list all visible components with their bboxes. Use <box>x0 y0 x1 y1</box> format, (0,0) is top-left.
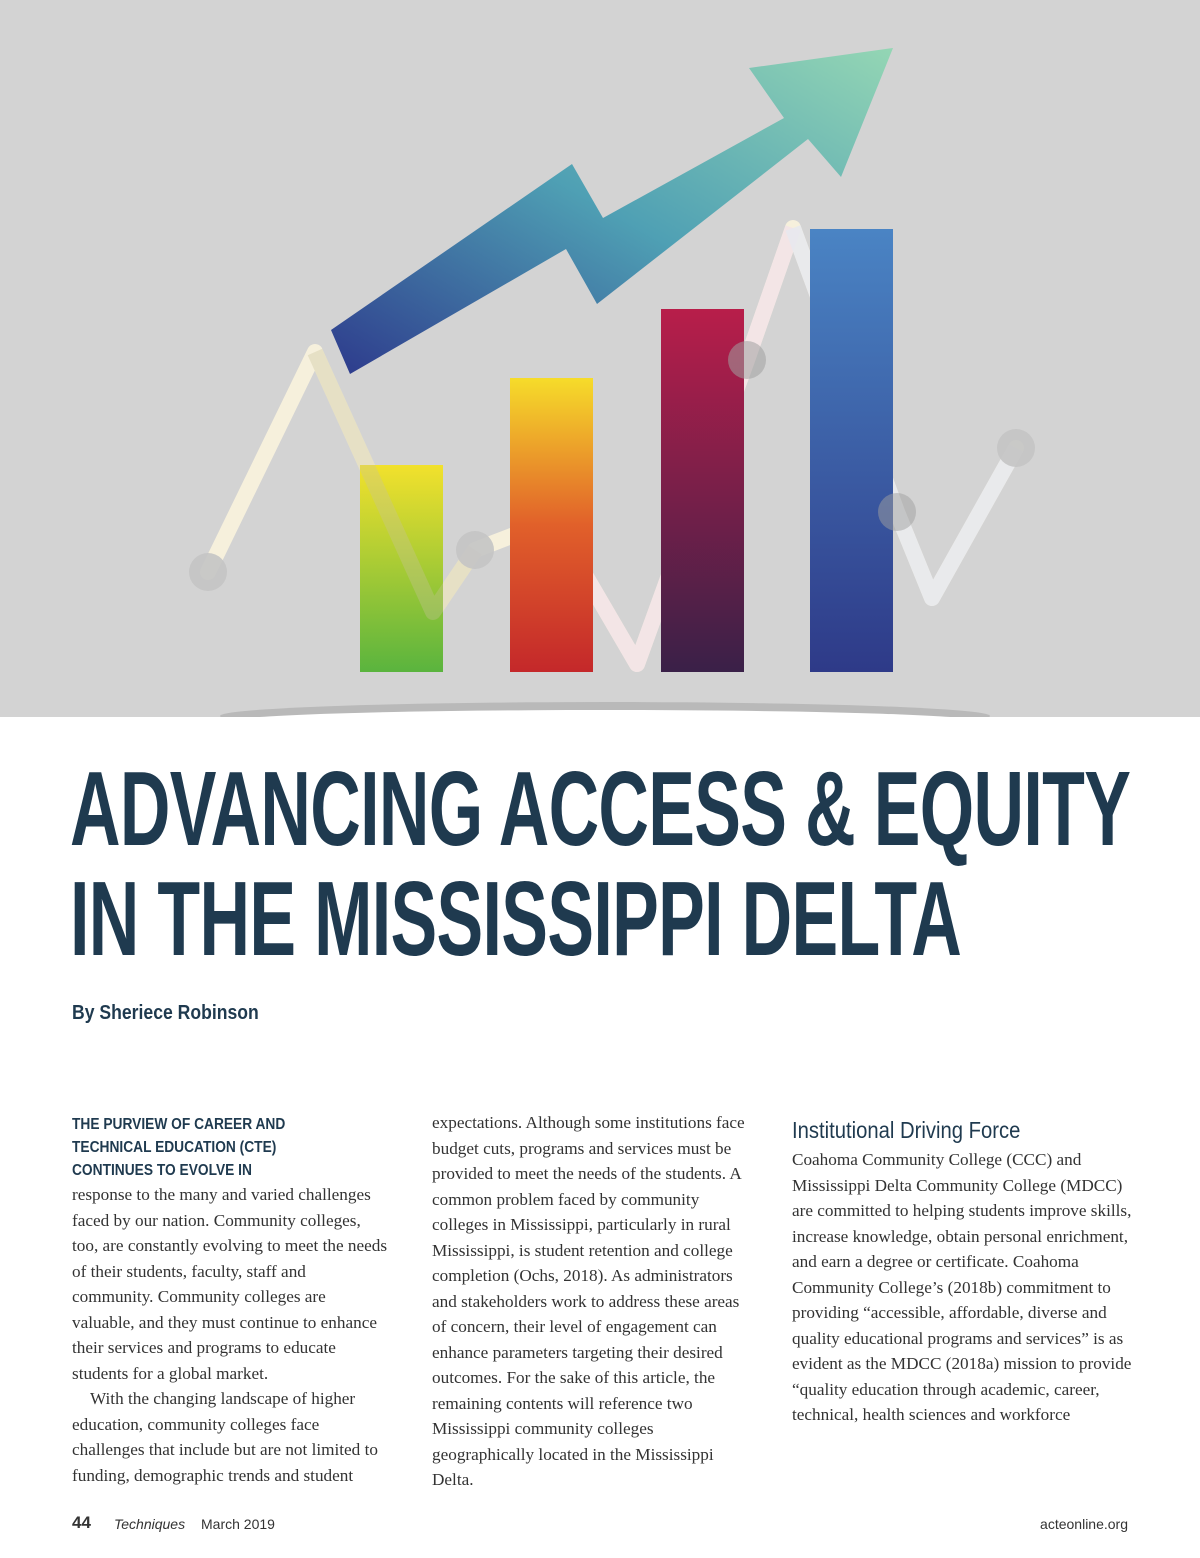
article-title-line-1: ADVANCING ACCESS & EQUITY <box>70 750 1131 868</box>
article-title-line-2: IN THE MISSISSIPPI DELTA <box>70 860 962 978</box>
issue-date: March 2019 <box>201 1516 275 1532</box>
lead-in-text: THE PURVIEW OF CAREER AND TECHNICAL EDUCATION (CTE) CONTINUES TO EVOLVE IN <box>72 1116 286 1179</box>
body-column-2 <box>432 1110 750 1493</box>
bar-4 <box>810 229 893 672</box>
website-url: acteonline.org <box>1040 1516 1128 1532</box>
body-column-3 <box>792 1147 1132 1428</box>
page-number: 44 <box>72 1513 91 1532</box>
bar-2 <box>510 378 593 672</box>
background-trend-line <box>208 228 1016 664</box>
trend-point <box>728 341 766 379</box>
byline: By Sheriece Robinson <box>72 1002 259 1024</box>
trend-point <box>997 429 1035 467</box>
trend-point <box>189 553 227 591</box>
trend-point <box>878 493 916 531</box>
paragraph: Coahoma Community College (CCC) and Mississippi Delta Community College (MDCC) are committed to helping students improve skills, increase knowledge, obtain personal enrichment, and earn a degree or certificate. Coahoma Community College’s (2018b) commitment to providing “accessible, affordable, diverse and quality educational programs and services” is as evident as the MDCC (2018a) mission to provide “quality education through academic, career, technical, health sciences and workforce <box>792 1150 1132 1424</box>
paragraph: expectations. Although some institutions face budget cuts, programs and services must be provided to meet the needs of the students. A common problem faced by community colleges in Mississippi, particularly in rural Mississippi, is student retention and college completion (Ochs, 2018). As administrators and stakeholders work to address these areas of concern, their level of engagement can enhance parameters targeting their desired outcomes. For the sake of this article, the remaining contents will reference two Mississippi community colleges geographically located in the Mississippi Delta. <box>432 1113 745 1489</box>
section-heading: Institutional Driving Force <box>792 1117 1021 1143</box>
paragraph: response to the many and varied challenges faced by our nation. Community colleges, too, are constantly evolving to meet the needs of their students, faculty, staff and community. Community colleges are valuable, and they must continue to enhance their services and programs to educate students for a global market. <box>72 1185 388 1383</box>
paragraph: With the changing landscape of higher education, community colleges face challenges that include but are not limited to funding, demographic trends and student <box>72 1389 378 1485</box>
rising-bar-chart-illustration-icon <box>0 0 1200 717</box>
magazine-name: Techniques <box>114 1516 186 1532</box>
hero-illustration <box>0 0 1200 717</box>
body-column-1 <box>72 1113 390 1488</box>
rising-arrow-icon <box>331 48 893 374</box>
trend-point <box>456 531 494 569</box>
